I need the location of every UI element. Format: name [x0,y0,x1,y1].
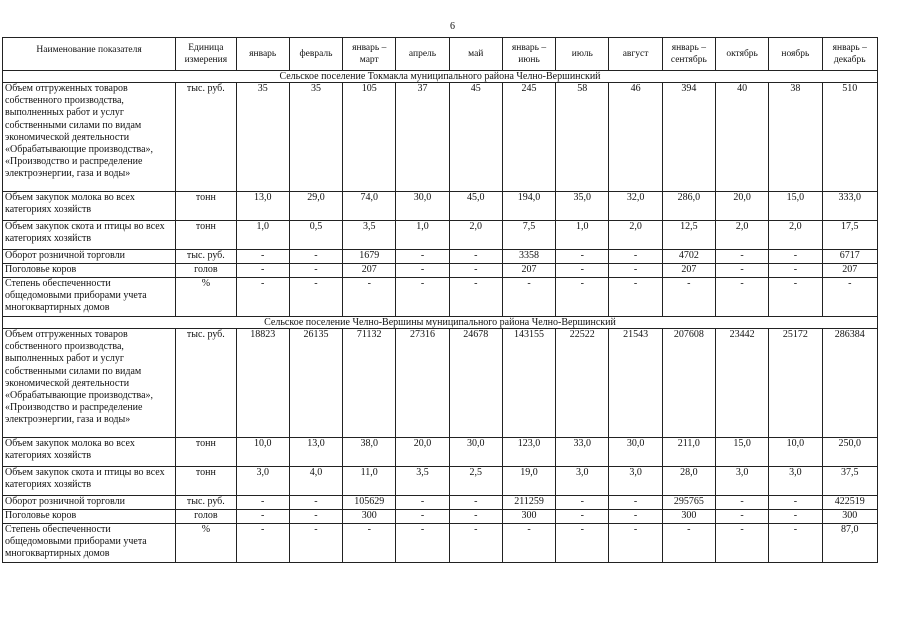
value-cell: - [449,250,502,264]
indicator-unit: тыс. руб. [176,496,236,510]
table-row [3,510,878,524]
value-cell: 15,0 [715,438,768,467]
value-cell: 35 [289,83,342,192]
value-cell: 286384 [822,329,878,438]
value-cell: - [343,278,396,317]
value-cell: 207 [822,264,878,278]
header-month: январь – декабрь [822,38,878,71]
indicator-unit: тонн [176,192,236,221]
value-cell: 87,0 [822,524,878,563]
value-cell: 26135 [289,329,342,438]
value-cell: 3,0 [609,467,662,496]
header-month: июль [556,38,609,71]
value-cell: 123,0 [502,438,555,467]
value-cell: 250,0 [822,438,878,467]
value-cell: - [609,278,662,317]
value-cell: 11,0 [343,467,396,496]
indicator-unit: тыс. руб. [176,83,236,192]
value-cell: - [769,496,822,510]
value-cell: 10,0 [236,438,289,467]
value-cell: - [396,524,449,563]
value-cell: 58 [556,83,609,192]
indicator-unit: тыс. руб. [176,329,236,438]
header-month: январь – июнь [502,38,555,71]
value-cell: - [556,250,609,264]
value-cell: 422519 [822,496,878,510]
value-cell: 25172 [769,329,822,438]
value-cell: 23442 [715,329,768,438]
indicator-name: Степень обеспеченности общедомовыми приборами учета многоквартирных домов [3,524,176,563]
value-cell: 300 [502,510,555,524]
value-cell: 3,0 [556,467,609,496]
value-cell: - [343,524,396,563]
value-cell: 207 [502,264,555,278]
value-cell: 1,0 [236,221,289,250]
value-cell: 21543 [609,329,662,438]
value-cell: 6717 [822,250,878,264]
table-row [3,496,878,510]
value-cell: 143155 [502,329,555,438]
indicator-name: Оборот розничной торговли [3,250,176,264]
value-cell: 300 [662,510,715,524]
value-cell: 40 [715,83,768,192]
value-cell: 13,0 [236,192,289,221]
value-cell: 10,0 [769,438,822,467]
value-cell: - [556,496,609,510]
value-cell: - [662,278,715,317]
value-cell: - [769,264,822,278]
value-cell: 1,0 [556,221,609,250]
value-cell: 37,5 [822,467,878,496]
header-name: Наименование показателя [3,38,176,71]
header-month: апрель [396,38,449,71]
value-cell: 22522 [556,329,609,438]
value-cell: - [556,264,609,278]
value-cell: - [502,278,555,317]
value-cell: 211259 [502,496,555,510]
value-cell: - [609,510,662,524]
value-cell: - [769,510,822,524]
table-row [3,438,878,467]
value-cell: 18823 [236,329,289,438]
value-cell: - [289,496,342,510]
value-cell: 13,0 [289,438,342,467]
value-cell: 35 [236,83,289,192]
indicator-unit: тыс. руб. [176,250,236,264]
value-cell: - [769,278,822,317]
value-cell: 2,0 [449,221,502,250]
indicator-unit: тонн [176,467,236,496]
value-cell: 38 [769,83,822,192]
value-cell: - [396,250,449,264]
value-cell: 15,0 [769,192,822,221]
value-cell: 105 [343,83,396,192]
section-header-row [3,317,878,329]
value-cell: - [715,264,768,278]
value-cell: 3,0 [236,467,289,496]
value-cell: - [289,278,342,317]
value-cell: - [502,524,555,563]
header-month: октябрь [715,38,768,71]
table-row [3,524,878,563]
value-cell: - [715,250,768,264]
indicators-table [2,37,878,563]
value-cell: 20,0 [715,192,768,221]
table-row [3,83,878,192]
indicator-unit: голов [176,264,236,278]
value-cell: 105629 [343,496,396,510]
value-cell: 30,0 [396,192,449,221]
value-cell: 30,0 [449,438,502,467]
value-cell: 2,0 [769,221,822,250]
header-month: январь [236,38,289,71]
header-month: август [609,38,662,71]
value-cell: 333,0 [822,192,878,221]
value-cell: 3,5 [396,467,449,496]
value-cell: - [396,496,449,510]
indicator-unit: тонн [176,221,236,250]
value-cell: - [556,510,609,524]
value-cell: 71132 [343,329,396,438]
header-month: январь – март [343,38,396,71]
section-header-row [3,71,878,83]
value-cell: - [236,524,289,563]
value-cell: - [449,278,502,317]
header-unit: Единица измерения [176,38,236,71]
value-cell: 3358 [502,250,555,264]
header-month: февраль [289,38,342,71]
value-cell: 19,0 [502,467,555,496]
header-month: ноябрь [769,38,822,71]
value-cell: - [289,264,342,278]
value-cell: 27316 [396,329,449,438]
value-cell: 207 [662,264,715,278]
value-cell: 2,0 [715,221,768,250]
indicator-name: Поголовье коров [3,510,176,524]
value-cell: - [769,524,822,563]
value-cell: 1,0 [396,221,449,250]
header-row [3,38,878,71]
value-cell: - [396,264,449,278]
value-cell: 32,0 [609,192,662,221]
value-cell: - [715,510,768,524]
value-cell: - [236,278,289,317]
indicator-name: Объем отгруженных товаров собственного производства, выполненных работ и услуг собственными силами по видам экономической деятельности «Обрабатывающие производства», «Производство и распределение электроэнергии, газа и воды» [3,329,176,438]
value-cell: 7,5 [502,221,555,250]
value-cell: 2,5 [449,467,502,496]
value-cell: 45 [449,83,502,192]
section-title: Сельское поселение Токмакла муниципального района Челно-Вершинский [3,71,878,83]
section-title: Сельское поселение Челно-Вершины муниципального района Челно-Вершинский [3,317,878,329]
value-cell: - [236,264,289,278]
value-cell: - [556,278,609,317]
value-cell: - [396,278,449,317]
value-cell: - [609,524,662,563]
page-number: 6 [450,21,455,32]
value-cell: 33,0 [556,438,609,467]
value-cell: 510 [822,83,878,192]
table-row [3,250,878,264]
indicator-name: Объем закупок скота и птицы во всех категориях хозяйств [3,221,176,250]
value-cell: 300 [822,510,878,524]
value-cell: - [236,510,289,524]
value-cell: 37 [396,83,449,192]
indicator-name: Поголовье коров [3,264,176,278]
value-cell: 3,0 [715,467,768,496]
value-cell: 194,0 [502,192,555,221]
table-row [3,329,878,438]
indicator-unit: тонн [176,438,236,467]
value-cell: 3,0 [769,467,822,496]
value-cell: 0,5 [289,221,342,250]
table-body [3,71,878,563]
value-cell: 1679 [343,250,396,264]
value-cell: - [289,510,342,524]
value-cell: - [289,250,342,264]
value-cell: - [236,496,289,510]
indicator-name: Объем закупок скота и птицы во всех категориях хозяйств [3,467,176,496]
value-cell: 17,5 [822,221,878,250]
value-cell: 24678 [449,329,502,438]
value-cell: 46 [609,83,662,192]
value-cell: 300 [343,510,396,524]
value-cell: - [822,278,878,317]
indicator-unit: % [176,278,236,317]
header-month: январь – сентябрь [662,38,715,71]
value-cell: 207 [343,264,396,278]
value-cell: 12,5 [662,221,715,250]
indicator-name: Объем отгруженных товаров собственного производства, выполненных работ и услуг собственными силами по видам экономической деятельности «Обрабатывающие производства», «Производство и распределение электроэнергии, газа и воды» [3,83,176,192]
indicator-name: Объем закупок молока во всех категориях хозяйств [3,192,176,221]
value-cell: - [449,264,502,278]
value-cell: 207608 [662,329,715,438]
value-cell: 45,0 [449,192,502,221]
value-cell: 35,0 [556,192,609,221]
value-cell: - [662,524,715,563]
table-row [3,264,878,278]
indicator-unit: % [176,524,236,563]
value-cell: - [609,250,662,264]
value-cell: 2,0 [609,221,662,250]
value-cell: - [715,496,768,510]
header-month: май [449,38,502,71]
indicator-name: Оборот розничной торговли [3,496,176,510]
value-cell: 4,0 [289,467,342,496]
value-cell: 211,0 [662,438,715,467]
value-cell: 286,0 [662,192,715,221]
value-cell: 20,0 [396,438,449,467]
indicator-name: Объем закупок молока во всех категориях хозяйств [3,438,176,467]
table-row [3,192,878,221]
value-cell: - [609,264,662,278]
value-cell: 38,0 [343,438,396,467]
value-cell: 245 [502,83,555,192]
value-cell: 74,0 [343,192,396,221]
value-cell: - [715,524,768,563]
value-cell: 3,5 [343,221,396,250]
value-cell: - [556,524,609,563]
table-row [3,278,878,317]
value-cell: 28,0 [662,467,715,496]
table-row [3,221,878,250]
indicator-name: Степень обеспеченности общедомовыми приборами учета многоквартирных домов [3,278,176,317]
value-cell: - [396,510,449,524]
value-cell: - [769,250,822,264]
value-cell: - [449,510,502,524]
value-cell: - [289,524,342,563]
table-row [3,467,878,496]
value-cell: - [449,496,502,510]
value-cell: 30,0 [609,438,662,467]
value-cell: - [236,250,289,264]
indicator-unit: голов [176,510,236,524]
value-cell: - [715,278,768,317]
value-cell: 295765 [662,496,715,510]
value-cell: 394 [662,83,715,192]
value-cell: - [449,524,502,563]
value-cell: 4702 [662,250,715,264]
value-cell: 29,0 [289,192,342,221]
value-cell: - [609,496,662,510]
